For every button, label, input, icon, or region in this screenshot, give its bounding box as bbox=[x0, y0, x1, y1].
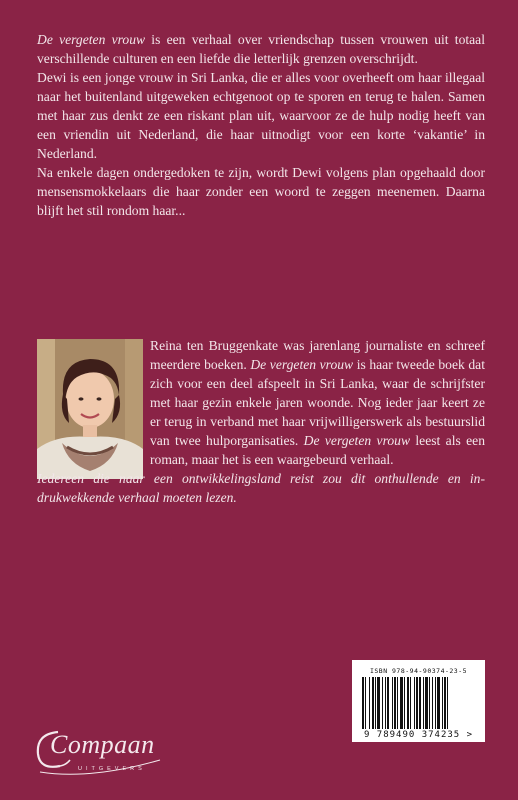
blurb-paragraph-1: De vergeten vrouw is een verhaal over vriendschap tussen vrouwen uit totaal verschillende culturen en een liefde die letterlijk grenzen overschrijdt. bbox=[37, 32, 485, 66]
blurb-paragraph-3: Na enkele dagen ondergedoken te zijn, wordt Dewi volgens plan opgehaald door mensensmokkelaars die haar zonder een woord te zeggen meenemen. Daarna blijft het stil rondom haar... bbox=[37, 165, 485, 218]
publisher-sub: UITGEVERS bbox=[78, 766, 146, 772]
book-title: De vergeten vrouw bbox=[37, 32, 146, 47]
back-cover-blurb bbox=[37, 30, 485, 220]
author-portrait-illustration bbox=[37, 339, 143, 479]
author-bio bbox=[37, 336, 485, 507]
publisher-name: Compaan bbox=[50, 730, 155, 759]
author-photo bbox=[37, 339, 143, 479]
author-paragraph: Reina ten Bruggenkate was jarenlang journaliste en schreef meerdere boeken. De vergeten vrouw is haar tweede boek dat zich voor een deel afspeelt in Sri Lanka, waar de schrijfster met haar gezin enkele jaren woonde. Nog ieder jaar keert ze er terug in verband met haar vrijwilligerswerk als bestuurslid van twee hulporganisaties. De vergeten vrouw leest als een roman, maar het is een waargebeurd verhaal. bbox=[150, 338, 485, 467]
publisher-logo bbox=[30, 722, 190, 787]
blurb-paragraph-2: Dewi is een jonge vrouw in Sri Lanka, die er alles voor overheeft om haar illegaal naar het buitenland uitgeweken echtgenoot op te sporen en terug te halen. Samen met haar zus denkt ze een riskant plan uit, waarvoor ze de hulp nodig heeft van een vriendin uit Nederland, die haar uitnodigt voor een korte ‘vakantie’ in Nederland. bbox=[37, 70, 485, 161]
isbn-label: ISBN 978-94-90374-23-5 bbox=[369, 667, 468, 675]
barcode-bars bbox=[362, 677, 475, 729]
isbn-barcode bbox=[352, 660, 485, 742]
barcode-digits: 9 789490 374235 > bbox=[363, 730, 474, 740]
review-quote: Iedereen die naar een ontwikkelingsland reist zou dit onthullende en indrukwekkende verhaal moeten lezen. bbox=[37, 471, 485, 505]
